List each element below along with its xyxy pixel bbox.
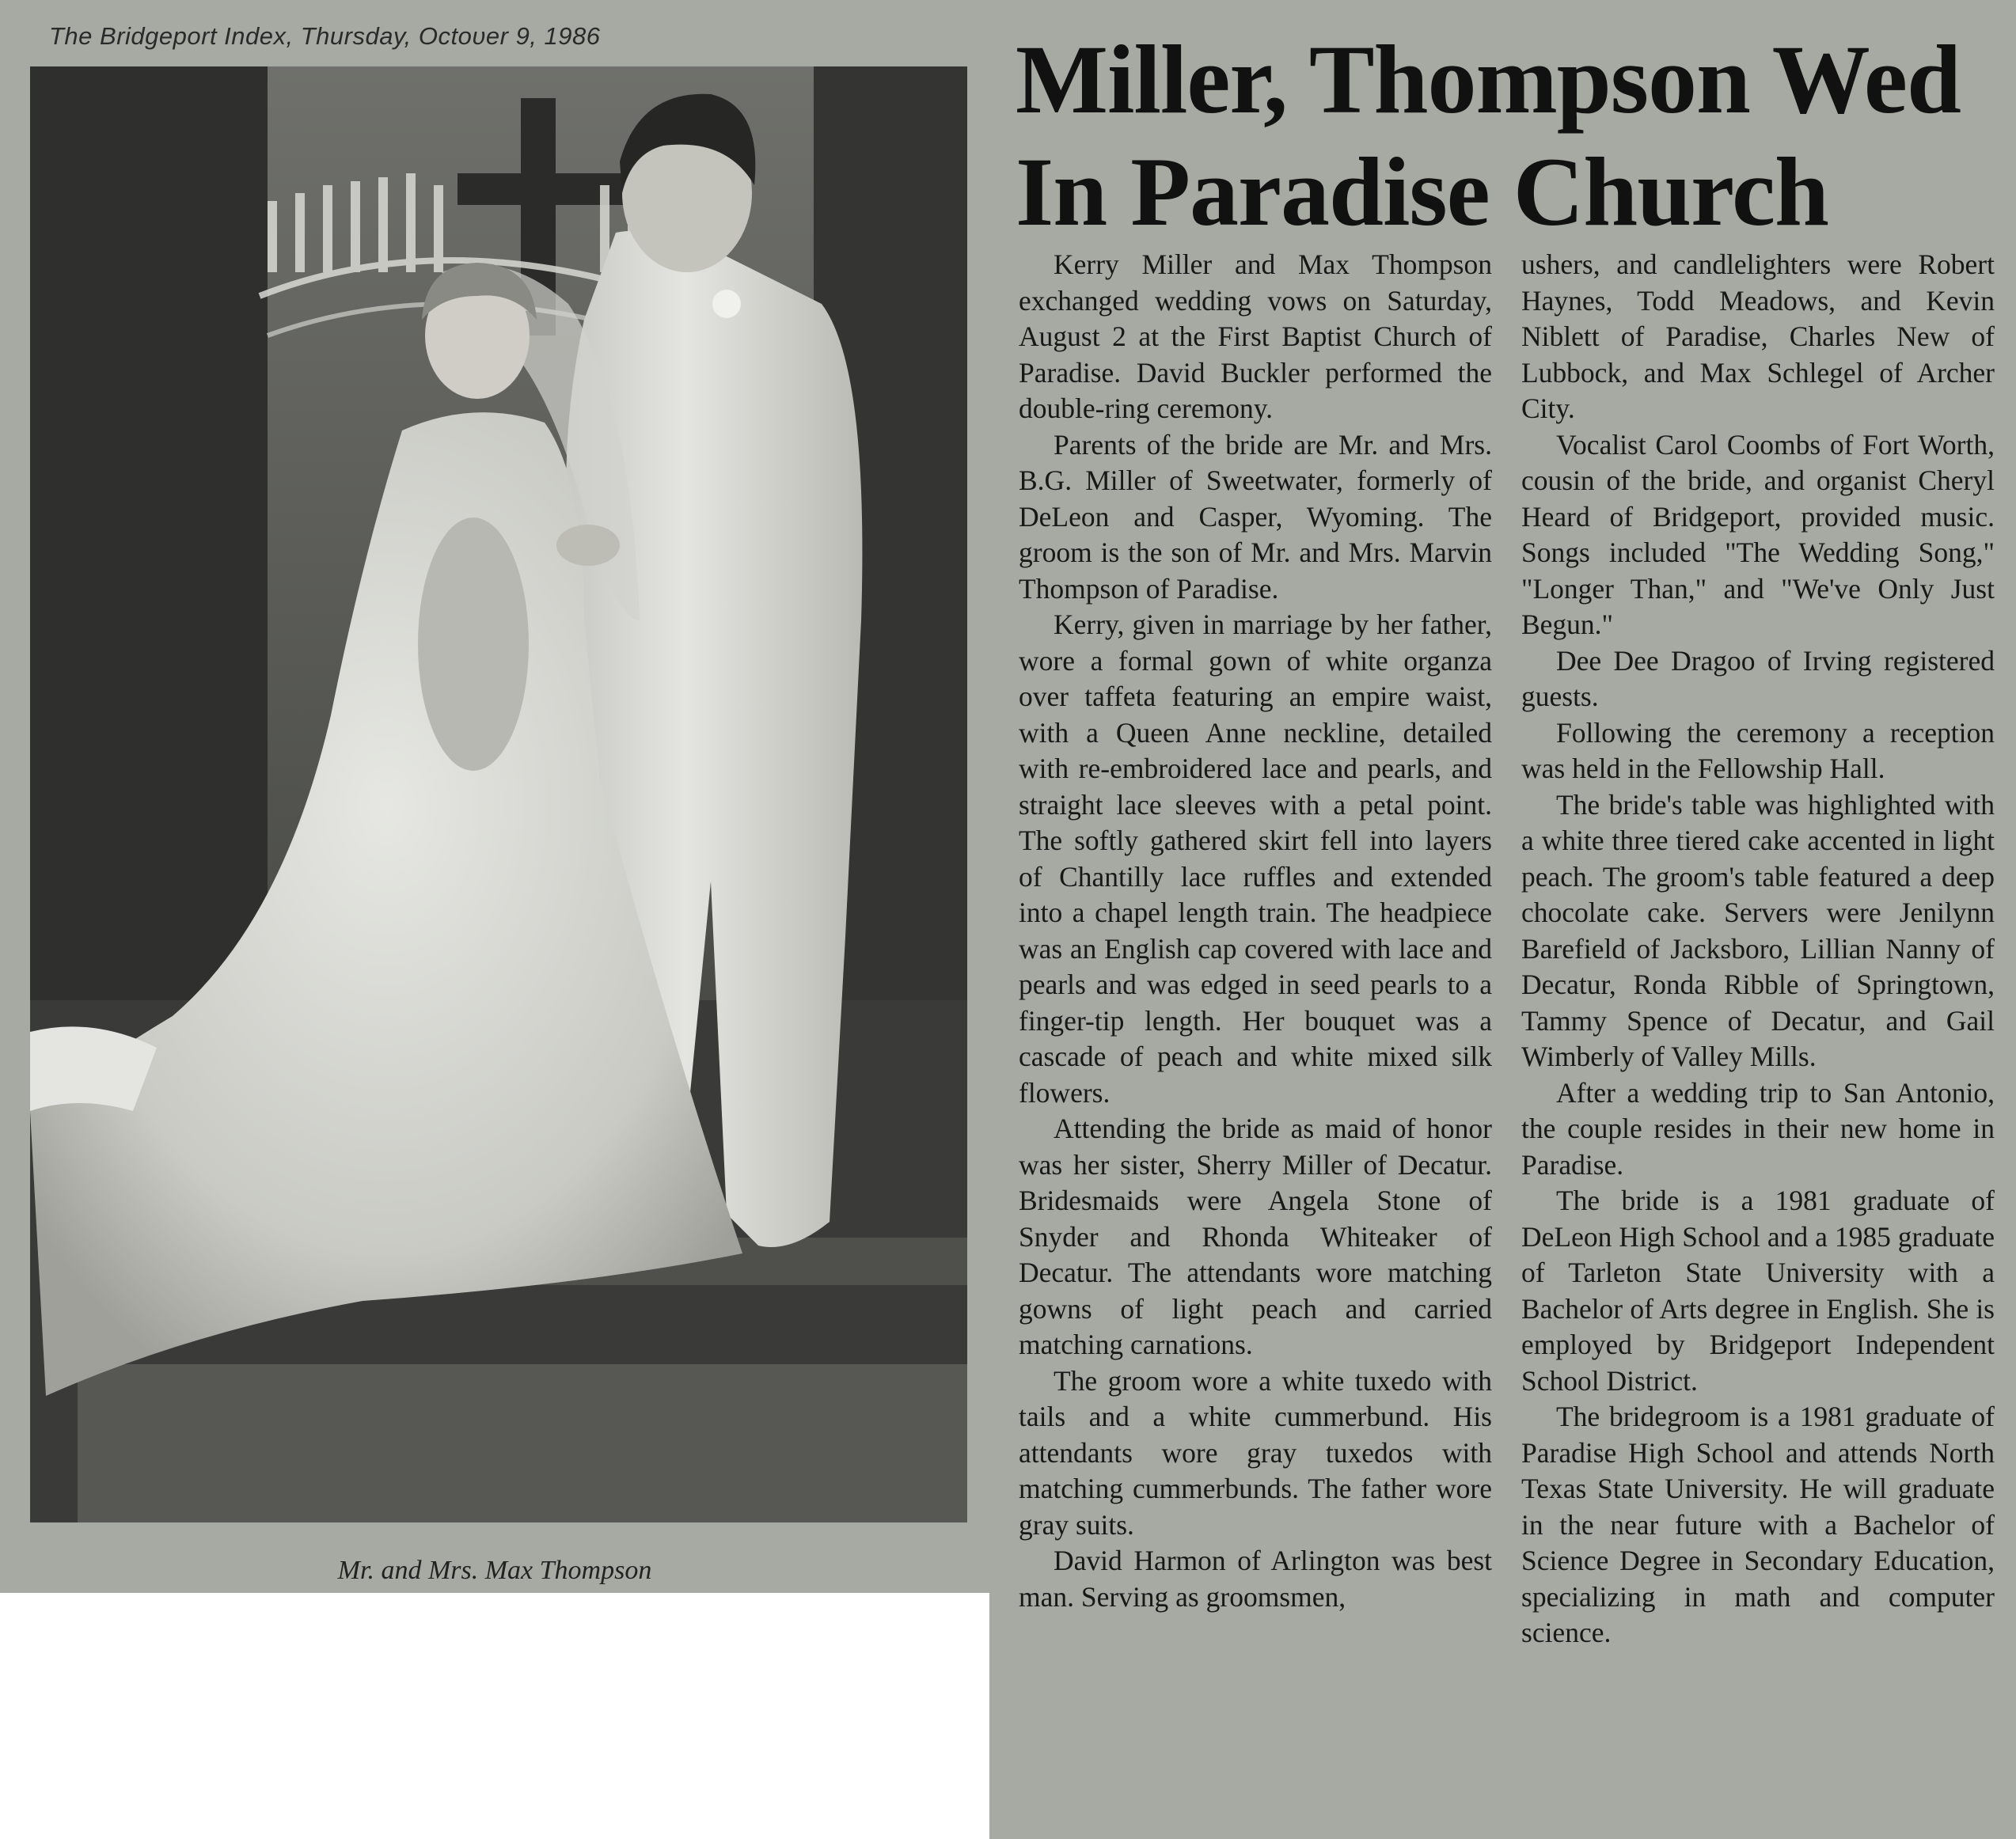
article-column-2 [1521, 247, 1995, 1651]
paragraph: Following the ceremony a reception was held in the Fellowship Hall. [1521, 716, 1995, 784]
paragraph: The groom wore a white tuxedo with tails and a white cummerbund. His attendants wore gray tuxedos with matching cummerbunds. The father wore gray suits. [1019, 1364, 1492, 1541]
paragraph-continued: ushers, and candlelighters were Robert Haynes, Todd Meadows, and Kevin Niblett of Paradise, Charles New of Lubbock, and Max Schlegel of Archer City. [1521, 248, 1995, 424]
wedding-photo-illustration [30, 66, 967, 1522]
bride-bouquet [418, 518, 529, 771]
dateline: The Bridgeport Index, Thursday, Octoυer 9, 1986 [49, 22, 601, 50]
paragraph: The bride's table was highlighted with a white three tiered cake accented in light peach. The groom's table featured a deep chocolate cake. Servers were Jenilynn Barefield of Jacksboro, Lillian Nanny of Decatur, Ronda Ribble of Springtown, Tammy Spence of Decatur, and Gail Wimberly of Valley Mills. [1521, 788, 1995, 1072]
boutonniere [712, 290, 741, 318]
cross-horizontal [457, 173, 624, 205]
paragraph: David Harmon of Arlington was best man. Serving as groomsmen, [1019, 1545, 1492, 1613]
paragraph: After a wedding trip to San Antonio, the couple resides in their new home in Paradise. [1521, 1076, 1995, 1181]
step-lower [78, 1364, 967, 1522]
paragraph: Kerry, given in marriage by her father, wore a formal gown of white organza over taffeta featuring an empire waist, with a Queen Anne neckline, detailed with re-embroidered lace and pearls, and straight lace sleeves with a petal point. The softly gathered skirt fell into layers of Chantilly lace ruffles and extended into a chapel length train. The headpiece was an English cap covered with lace and pearls and was edged in seed pearls to a finger-tip length. Her bouquet was a cascade of peach and white mixed silk flowers. [1019, 609, 1492, 1109]
photo-caption: Mr. and Mrs. Max Thompson [337, 1556, 652, 1585]
paragraph: Dee Dee Dragoo of Irving registered guests. [1521, 644, 1995, 712]
paragraph: Parents of the bride are Mr. and Mrs. B.G. Miller of Sweetwater, formerly of DeLeon and Casper, Wyoming. The groom is the son of Mr. and Mrs. Marvin Thompson of Paradise. [1019, 428, 1492, 605]
paragraph: Attending the bride as maid of honor was her sister, Sherry Miller of Decatur. Bridesmaids were Angela Stone of Snyder and Rhonda Whiteaker of Decatur. The attendants wore matching gowns of light peach and carried matching carnations. [1019, 1113, 1492, 1360]
headline-line-1: Miller, Thompson Wed [1016, 25, 1961, 134]
paragraph: Vocalist Carol Coombs of Fort Worth, cousin of the bride, and organist Cheryl Heard of Bridgeport, provided music. Songs included "The Wedding Song," "Longer Than," and "We've Only Just Begun." [1521, 428, 1995, 640]
headline [1016, 24, 2005, 248]
article-column-1 [1019, 247, 1492, 1615]
paragraph: The bride is a 1981 graduate of DeLeon High School and a 1985 graduate of Tarleton State University with a Bachelor of Arts degree in English. She is employed by Bridgeport Independent School District. [1521, 1185, 1995, 1397]
clasped-hands [556, 525, 620, 566]
headline-line-2: In Paradise Church [1016, 138, 1828, 246]
paragraph: Kerry Miller and Max Thompson exchanged wedding vows on Saturday, August 2 at the First Baptist Church of Paradise. David Buckler performed the double-ring ceremony. [1019, 248, 1492, 424]
paragraph: The bridegroom is a 1981 graduate of Paradise High School and attends North Texas State University. He will graduate in the near future with a Bachelor of Science Degree in Secondary Education, specializing in math and computer science. [1521, 1401, 1995, 1648]
wedding-photo [30, 66, 967, 1522]
